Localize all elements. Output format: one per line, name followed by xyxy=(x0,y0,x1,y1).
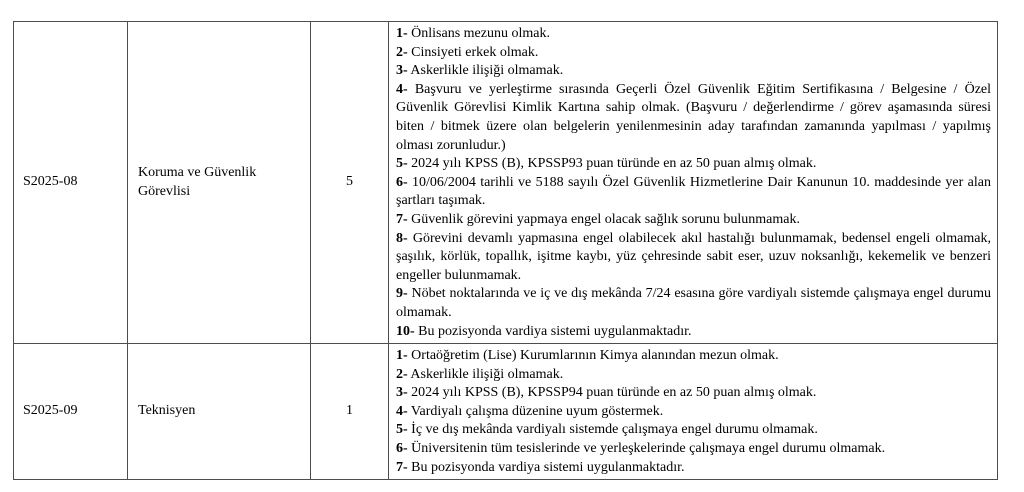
requirement-number: 4- xyxy=(396,81,408,97)
requirements-cell xyxy=(389,344,998,480)
requirement-item xyxy=(396,25,991,44)
requirement-text: Görevini devamlı yapmasına engel olabilecek akıl hastalığı bulunmamak, bedensel engeli olmamak, şaşılık, körlük, topallık, işitme kaybı, yüz çehresinde sabit eser, uzuv noksanlığı, kekemelik ve benzeri engeller bulunmamak. xyxy=(396,230,992,283)
requirement-text: Vardiyalı çalışma düzenine uyum göstermek. xyxy=(410,403,664,419)
position-count xyxy=(311,344,389,480)
requirement-item xyxy=(396,285,991,322)
requirement-item xyxy=(396,211,991,230)
requirement-text: Ortaöğretim (Lise) Kurumlarının Kimya alanından mezun olmak. xyxy=(411,348,779,364)
requirement-item xyxy=(396,230,991,286)
requirement-number: 8- xyxy=(396,230,408,246)
requirement-item xyxy=(396,366,991,385)
requirement-item xyxy=(396,81,991,155)
table-row xyxy=(14,22,998,344)
requirement-number: 1- xyxy=(396,348,408,364)
requirement-number: 5- xyxy=(396,156,408,172)
requirement-text: 2024 yılı KPSS (B), KPSSP93 puan türünde en az 50 puan almış olmak. xyxy=(411,156,817,172)
requirement-text: Cinsiyeti erkek olmak. xyxy=(411,44,539,60)
requirement-item xyxy=(396,440,991,459)
requirement-text: 10/06/2004 tarihli ve 5188 sayılı Özel Güvenlik Hizmetlerine Dair Kanunun 10. maddesinde yer alan şartları taşımak. xyxy=(396,174,991,209)
requirement-number: 10- xyxy=(396,323,415,339)
requirement-number: 7- xyxy=(396,211,408,227)
requirement-number: 7- xyxy=(396,459,408,475)
position-code xyxy=(14,22,128,344)
position-title xyxy=(128,344,311,480)
requirement-item xyxy=(396,403,991,422)
requirement-number: 2- xyxy=(396,366,408,382)
position-title-text: Koruma ve Güvenlik Görevlisi xyxy=(138,164,257,199)
requirement-number: 2- xyxy=(396,44,408,60)
position-count-text: 5 xyxy=(346,174,353,190)
requirement-item xyxy=(396,347,991,366)
requirement-text: Askerlikle ilişiği olmamak. xyxy=(410,63,564,79)
requirement-text: Güvenlik görevini yapmaya engel olacak sağlık sorunu bulunmamak. xyxy=(411,211,800,227)
requirement-item xyxy=(396,44,991,63)
requirement-number: 6- xyxy=(396,174,408,190)
position-title-text: Teknisyen xyxy=(138,403,196,419)
position-code-text: S2025-09 xyxy=(23,403,78,419)
requirement-item xyxy=(396,155,991,174)
position-count xyxy=(311,22,389,344)
requirement-number: 3- xyxy=(396,385,408,401)
positions-table xyxy=(13,21,998,480)
requirement-number: 4- xyxy=(396,403,408,419)
position-title xyxy=(128,22,311,344)
table-row xyxy=(14,344,998,480)
requirement-text: Bu pozisyonda vardiya sistemi uygulanmaktadır. xyxy=(411,459,685,475)
requirement-number: 1- xyxy=(396,26,408,41)
requirement-number: 6- xyxy=(396,441,408,457)
requirement-text: Başvuru ve yerleştirme sırasında Geçerli Özel Güvenlik Eğitim Sertifikasına / Belgesine / Özel Güvenlik Görevlisi Kimlik Kartına sahip olmak. (Başvuru / değerlendirme / görev aşamasında süresi biten / bitmek üzere olan belgelerin yenilenmesinin aday tarafından zamanında yapılması / yapılmış olması zorunludur.) xyxy=(396,81,992,153)
position-count-text: 1 xyxy=(346,403,353,419)
requirement-item xyxy=(396,323,991,342)
requirement-number: 9- xyxy=(396,286,408,302)
requirement-number: 5- xyxy=(396,422,408,438)
requirement-item xyxy=(396,384,991,403)
requirement-text: 2024 yılı KPSS (B), KPSSP94 puan türünde en az 50 puan almış olmak. xyxy=(411,385,817,401)
position-code-text: S2025-08 xyxy=(23,174,78,190)
requirement-number: 3- xyxy=(396,63,408,79)
requirement-text: Nöbet noktalarında ve iç ve dış mekânda 7/24 esasına göre vardiyalı sistemde çalışmaya engel durumu olmamak. xyxy=(396,286,991,320)
requirement-item xyxy=(396,459,991,478)
requirement-text: Üniversitenin tüm tesislerinde ve yerleşkelerinde çalışmaya engel durumu olmamak. xyxy=(411,441,886,457)
requirement-text: Önlisans mezunu olmak. xyxy=(411,26,550,41)
requirement-item xyxy=(396,174,991,211)
requirement-text: Askerlikle ilişiği olmamak. xyxy=(410,366,564,382)
requirements-cell xyxy=(389,22,998,344)
requirement-item xyxy=(396,421,991,440)
requirement-text: Bu pozisyonda vardiya sistemi uygulanmaktadır. xyxy=(418,323,692,339)
position-code xyxy=(14,344,128,480)
requirement-item xyxy=(396,62,991,81)
requirement-text: İç ve dış mekânda vardiyalı sistemde çalışmaya engel durumu olmamak. xyxy=(411,422,818,438)
